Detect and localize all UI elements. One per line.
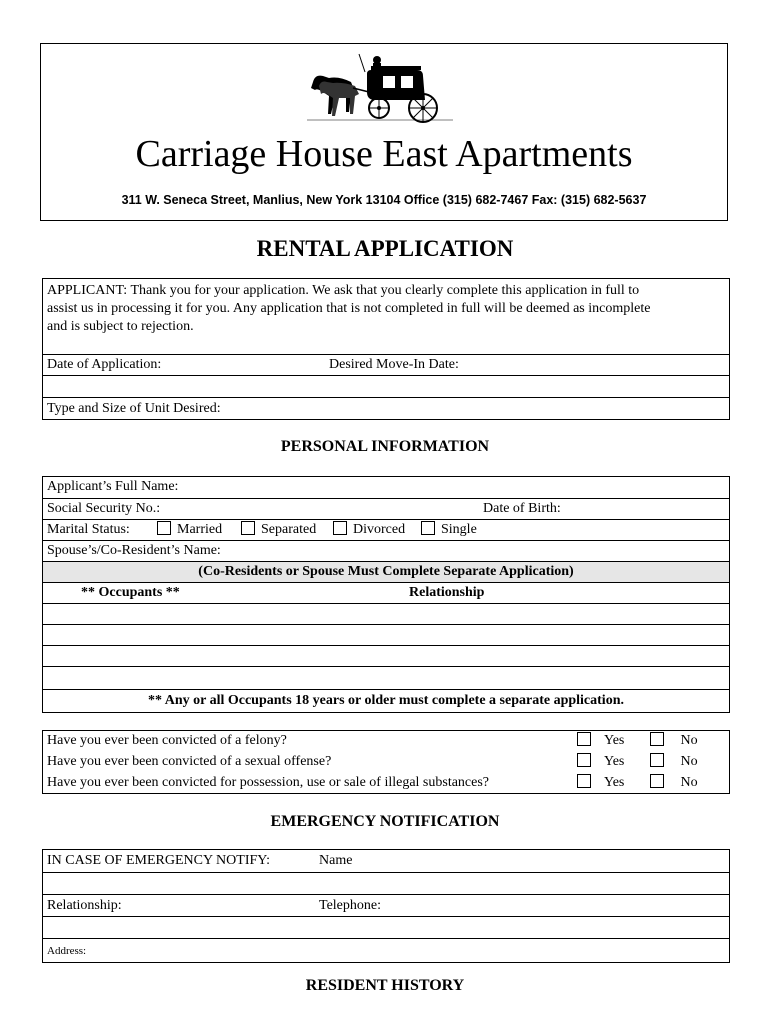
marital-status-row — [43, 519, 729, 541]
single-checkbox[interactable] — [421, 521, 435, 535]
sexual-offense-no-checkbox[interactable] — [650, 753, 664, 767]
substances-no-option[interactable]: No — [650, 773, 698, 793]
single-option[interactable]: Single — [421, 520, 477, 540]
relationship-column-header: Relationship — [409, 585, 485, 600]
substances-yes-option[interactable]: Yes — [577, 773, 624, 793]
sexual-offense-yes-option[interactable]: Yes — [577, 752, 624, 772]
telephone-label: Telephone: — [319, 898, 381, 913]
sexual-offense-question: Have you ever been convicted of a sexual offense? — [47, 754, 332, 769]
address-row[interactable] — [43, 938, 729, 963]
substances-question: Have you ever been convicted for possession, use or sale of illegal substances? — [47, 775, 490, 790]
relationship-label: Relationship: — [47, 898, 122, 913]
emergency-box — [42, 849, 730, 963]
sexual-offense-yes-checkbox[interactable] — [577, 753, 591, 767]
separated-option[interactable]: Separated — [241, 520, 316, 540]
emergency-name-label: Name — [319, 853, 353, 868]
divorced-option[interactable]: Divorced — [333, 520, 405, 540]
occupants-note: ** Any or all Occupants 18 years or older must complete a separate application. — [148, 693, 624, 708]
occupants-header-row — [43, 582, 729, 604]
intro-line-1: APPLICANT: Thank you for your application. We ask that you clearly complete this application in full to — [47, 283, 640, 298]
emergency-heading: EMERGENCY NOTIFICATION — [270, 813, 500, 830]
dob-label: Date of Birth: — [483, 501, 561, 516]
emergency-notify-label: IN CASE OF EMERGENCY NOTIFY: — [47, 853, 270, 868]
relationship-telephone-row[interactable] — [43, 894, 729, 917]
application-intro-box — [42, 278, 730, 420]
occupant-row[interactable] — [43, 624, 729, 646]
unit-desired-label: Type and Size of Unit Desired: — [47, 401, 221, 416]
ssn-label: Social Security No.: — [47, 501, 161, 516]
desired-move-in-label: Desired Move-In Date: — [329, 357, 459, 372]
question-row — [43, 772, 729, 793]
full-name-row[interactable] — [43, 477, 729, 498]
substances-yes-checkbox[interactable] — [577, 774, 591, 788]
felony-no-checkbox[interactable] — [650, 732, 664, 746]
blank-row[interactable] — [43, 916, 729, 939]
occupants-column-header: ** Occupants ** — [81, 585, 180, 600]
occupants-note-row — [43, 689, 729, 713]
substances-no-checkbox[interactable] — [650, 774, 664, 788]
spouse-row[interactable] — [43, 540, 729, 562]
emergency-notify-row[interactable] — [43, 850, 729, 872]
document-title: RENTAL APPLICATION — [256, 236, 514, 261]
date-of-application-label: Date of Application: — [47, 357, 162, 372]
conviction-questions-box — [42, 730, 730, 794]
personal-info-box — [42, 476, 730, 713]
felony-yes-option[interactable]: Yes — [577, 731, 624, 751]
horse-carriage-logo — [305, 52, 455, 130]
co-resident-note: (Co-Residents or Spouse Must Complete Separate Application) — [198, 564, 574, 579]
unit-desired-row[interactable] — [43, 397, 729, 420]
occupant-row[interactable] — [43, 666, 729, 690]
intro-text-row — [43, 279, 729, 354]
question-row — [43, 751, 729, 772]
intro-line-3: and is subject to rejection. — [47, 319, 194, 334]
address-label: Address: — [47, 945, 87, 957]
sexual-offense-no-option[interactable]: No — [650, 752, 698, 772]
occupant-row[interactable] — [43, 645, 729, 667]
application-date-row[interactable] — [43, 354, 729, 376]
resident-history-heading: RESIDENT HISTORY — [305, 977, 465, 994]
married-option[interactable]: Married — [157, 520, 222, 540]
felony-question: Have you ever been convicted of a felony? — [47, 733, 287, 748]
question-row — [43, 731, 729, 751]
occupant-row[interactable] — [43, 603, 729, 625]
divorced-checkbox[interactable] — [333, 521, 347, 535]
blank-row[interactable] — [43, 872, 729, 895]
intro-line-2: assist us in processing it for you. Any application that is not completed in full will be deemed as incomplete — [47, 301, 651, 316]
co-resident-note-row — [43, 561, 729, 583]
felony-yes-checkbox[interactable] — [577, 732, 591, 746]
full-name-label: Applicant’s Full Name: — [47, 479, 179, 494]
marital-status-label: Marital Status: — [47, 522, 130, 537]
spouse-label: Spouse’s/Co-Resident’s Name: — [47, 543, 221, 558]
company-name: Carriage House East Apartments — [135, 133, 633, 175]
felony-no-option[interactable]: No — [650, 731, 698, 751]
ssn-dob-row[interactable] — [43, 498, 729, 520]
married-checkbox[interactable] — [157, 521, 171, 535]
blank-row[interactable] — [43, 375, 729, 398]
personal-info-heading: PERSONAL INFORMATION — [280, 438, 490, 455]
company-address: 311 W. Seneca Street, Manlius, New York 13104 Office (315) 682-7467 Fax: (315) 682-5637 — [121, 193, 647, 207]
separated-checkbox[interactable] — [241, 521, 255, 535]
